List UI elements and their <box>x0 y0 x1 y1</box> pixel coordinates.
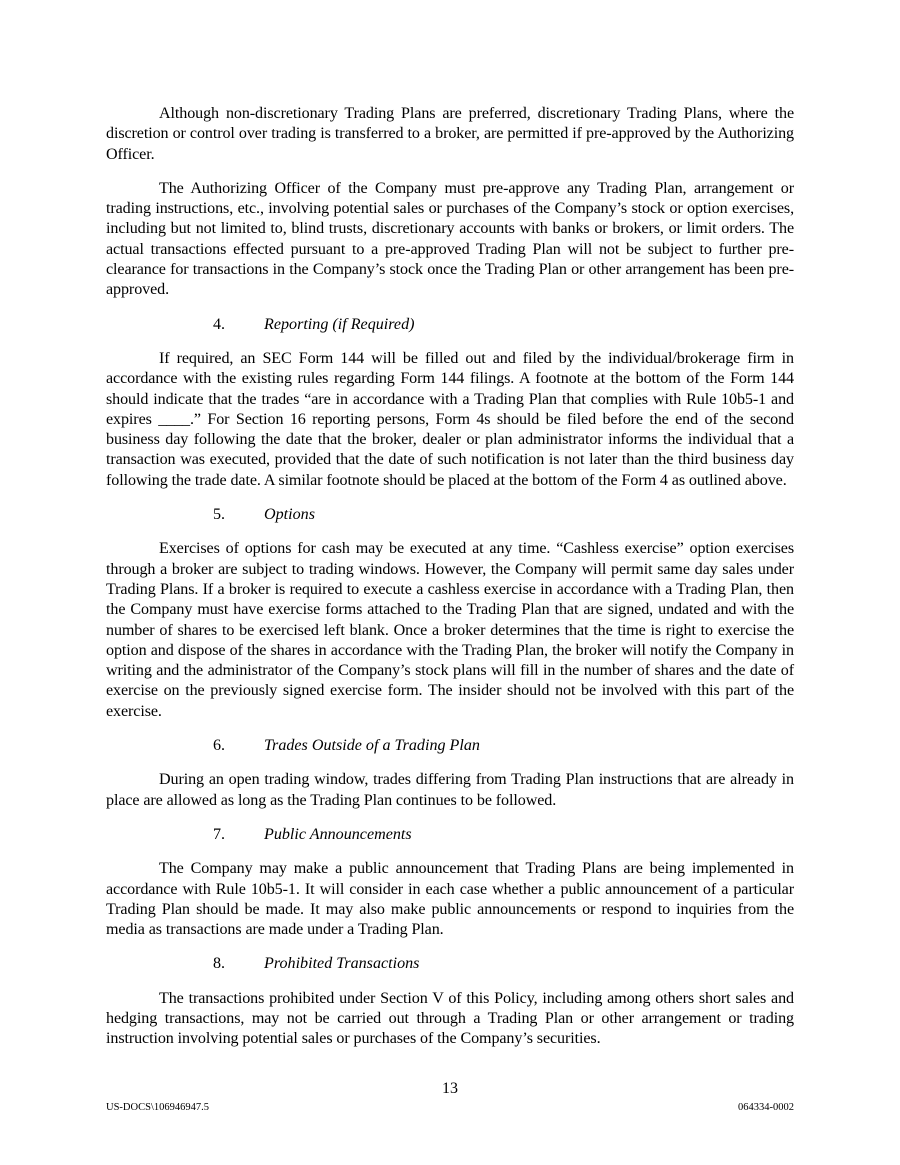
section-number: 8. <box>213 955 226 973</box>
section-number: 7. <box>213 825 226 843</box>
section-heading-prohibited-transactions <box>106 954 794 974</box>
section-title: Trades Outside of a Trading Plan <box>264 737 480 755</box>
paragraph-discretionary-plans: Although non-discretionary Trading Plans are preferred, discretionary Trading Plans, where the discretion or control over trading is transferred to a broker, are permitted if pre-approved by the Authorizing Officer. <box>106 105 794 163</box>
section-number: 4. <box>213 315 226 333</box>
section-heading-reporting <box>106 315 794 335</box>
footer-doc-id: US-DOCS\106946947.5 <box>106 1102 209 1113</box>
page-number: 13 <box>442 1080 458 1097</box>
section-number: 6. <box>213 737 226 755</box>
footer-matter-number: 064334-0002 <box>738 1102 794 1113</box>
section-title: Prohibited Transactions <box>264 955 420 973</box>
paragraph-pre-approval: The Authorizing Officer of the Company must pre-approve any Trading Plan, arrangement or trading instructions, etc., involving potential sales or purchases of the Company’s stock or option exercises, including but not limited to, blind trusts, discretionary accounts with banks or brokers, or limit orders. The actual transactions effected pursuant to a pre-approved Trading Plan will not be subject to further pre-clearance for transactions in the Company’s stock once the Trading Plan or other arrangement has been pre-approved. <box>106 179 794 299</box>
section-title: Options <box>264 506 315 524</box>
section-heading-options <box>106 505 794 525</box>
section-heading-public-announcements <box>106 825 794 845</box>
paragraph-reporting: If required, an SEC Form 144 will be filled out and filed by the individual/brokerage firm in accordance with the existing rules regarding Form 144 filings. A footnote at the bottom of the Form 144 should indicate that the trades “are in accordance with a Trading Plan that complies with Rule 10b5-1 and expires ____.” For Section 16 reporting persons, Form 4s should be filed before the end of the second business day following the date that the broker, dealer or plan administrator informs the individual that a transaction was executed, provided that the date of such notification is not later than the third business day following the trade date. A similar footnote should be placed at the bottom of the Form 4 as outlined above. <box>106 349 794 489</box>
paragraph-public-announcements: The Company may make a public announcement that Trading Plans are being implemented in accordance with Rule 10b5-1. It will consider in each case whether a public announcement of a particular Trading Plan should be made. It may also make public announcements or respond to inquiries from the media as transactions are made under a Trading Plan. <box>106 860 794 939</box>
paragraph-trades-outside: During an open trading window, trades differing from Trading Plan instructions that are already in place are allowed as long as the Trading Plan continues to be followed. <box>106 771 794 809</box>
paragraph-prohibited-transactions: The transactions prohibited under Section V of this Policy, including among others short sales and hedging transactions, may not be carried out through a Trading Plan or other arrangement or trading instruction involving potential sales or purchases of the Company’s securities. <box>106 989 794 1048</box>
document-page <box>106 104 794 1064</box>
section-title: Reporting (if Required) <box>264 315 415 333</box>
section-number: 5. <box>213 506 226 524</box>
section-title: Public Announcements <box>264 825 412 843</box>
section-heading-trades-outside <box>106 736 794 756</box>
paragraph-options: Exercises of options for cash may be executed at any time. “Cashless exercise” option exercises through a broker are subject to trading windows. However, the Company will permit same day sales under Trading Plans. If a broker is required to execute a cashless exercise in accordance with a Trading Plan, then the Company must have exercise forms attached to the Trading Plan that are signed, undated and with the number of shares to be exercised left blank. Once a broker determines that the time is right to exercise the option and dispose of the shares in accordance with the Trading Plan, the broker will notify the Company in writing and the administrator of the Company’s stock plans will fill in the number of shares and the date of exercise on the previously signed exercise form. The insider should not be involved with this part of the exercise. <box>106 540 794 720</box>
